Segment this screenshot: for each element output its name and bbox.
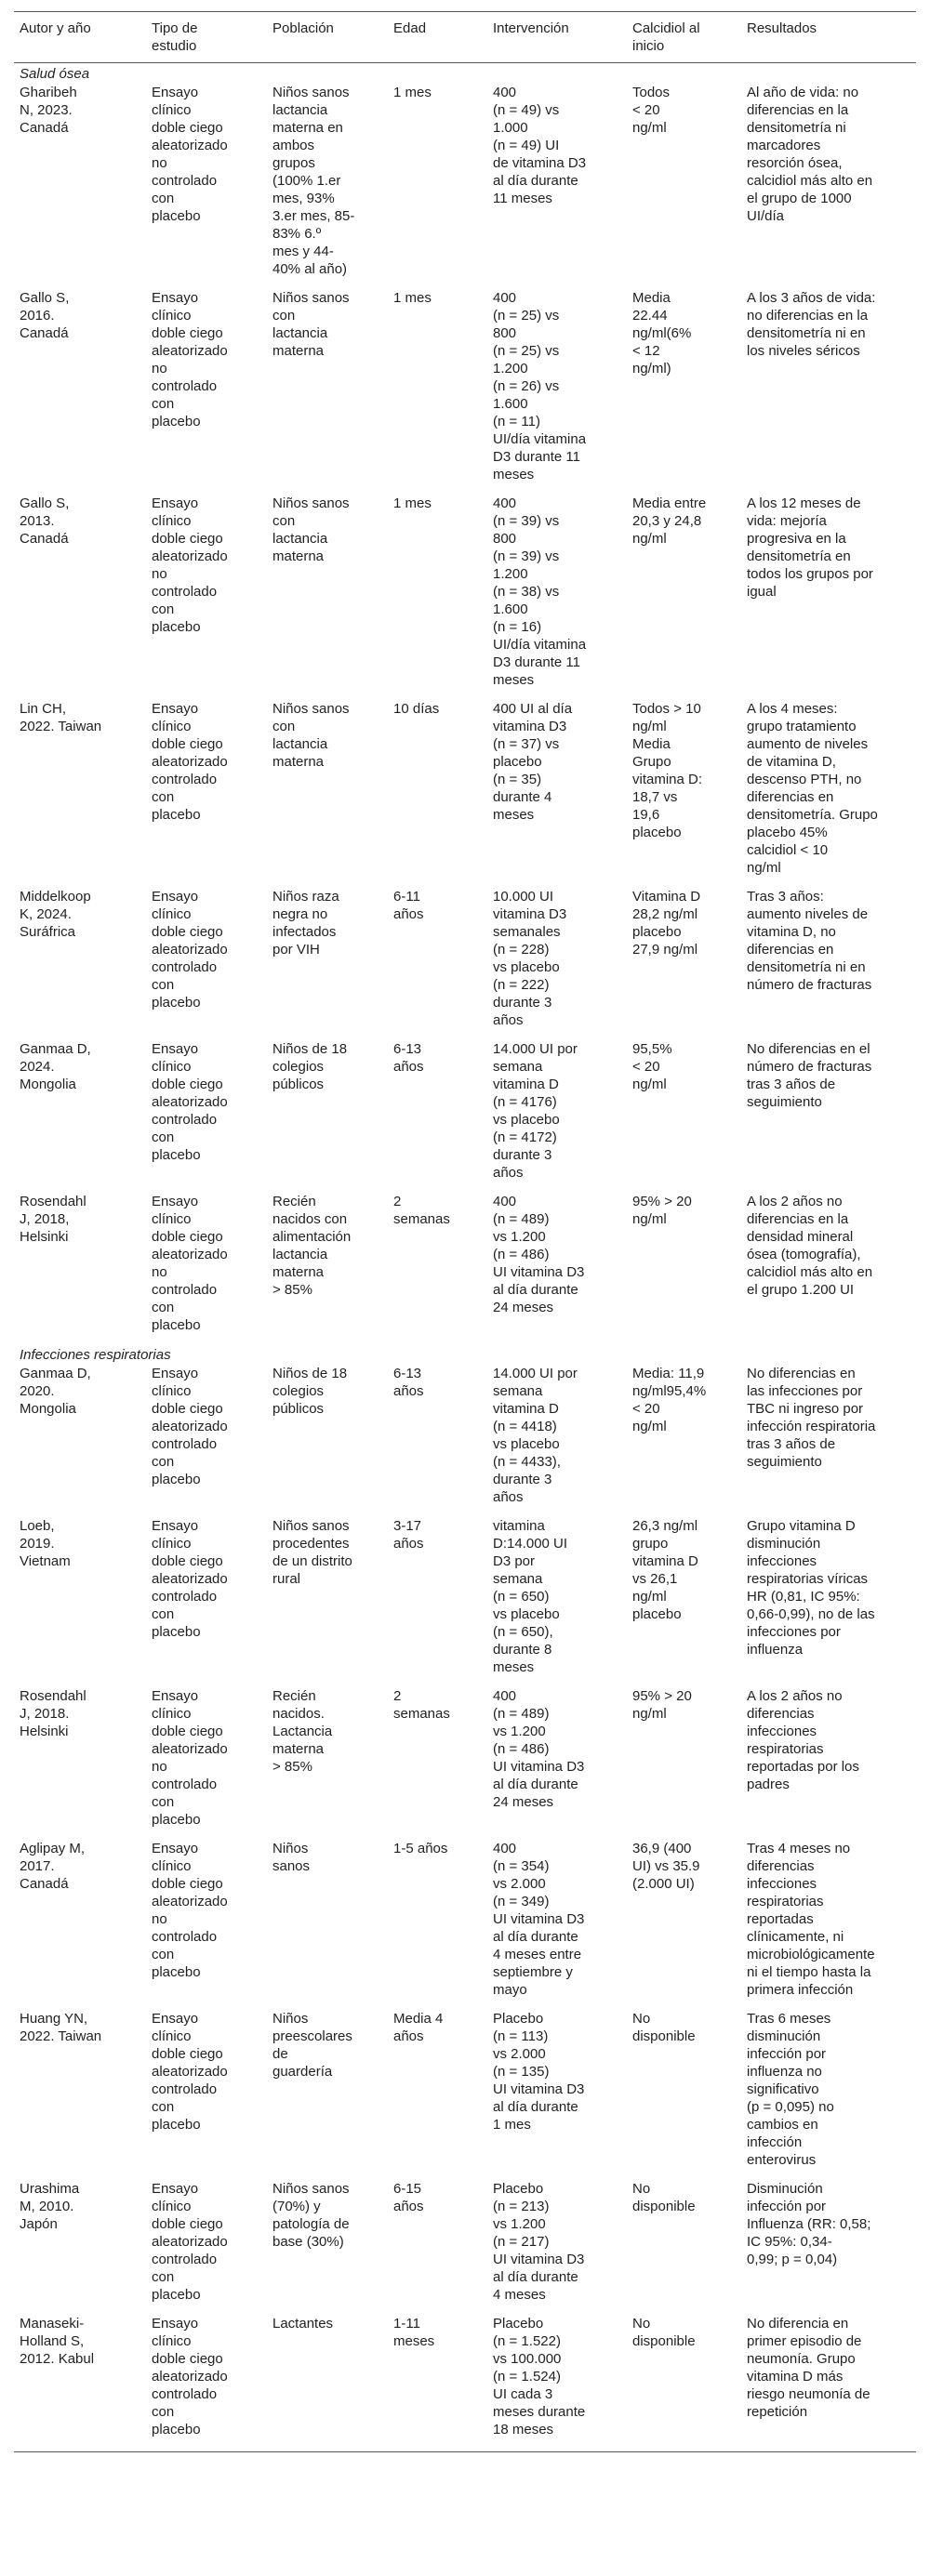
cell-results: Tras 4 meses no diferencias infecciones respiratorias reportadas clínicamente, ni microbiológicamente ni el tiempo hasta la primera infección [747, 1841, 875, 1998]
cell-study-type: Ensayo clínico doble ciego aleatorizado no controlado con placebo [152, 85, 228, 224]
cell-population: Niños raza negra no infectados por VIH [272, 889, 339, 958]
cell-population: Niños sanos con lactancia materna [272, 290, 350, 359]
cell-study-type: Ensayo clínico doble ciego aleatorizado controlado con placebo [152, 1518, 228, 1640]
cell-intervention: 14.000 UI por semana vitamina D (n = 4418) vs placebo (n = 4433), durante 3 años [493, 1366, 578, 1505]
cell-results: Tras 3 años: aumento niveles de vitamina D, no diferencias en densitometría ni en número de fracturas [747, 889, 872, 993]
cell-population: Recién nacidos con alimentación lactancia materna > 85% [272, 1194, 352, 1298]
cell-author-year: Gallo S, 2013. Canadá [20, 495, 70, 547]
cell-intervention: Placebo (n = 113) vs 2.000 (n = 135) UI vitamina D3 al día durante 1 mes [493, 2011, 585, 2133]
cell-author-year: Lin CH, 2022. Taiwan [20, 701, 102, 734]
table-row [14, 2179, 916, 2314]
cell-author-year: Gallo S, 2016. Canadá [20, 290, 70, 341]
cell-study-type: Ensayo clínico doble ciego aleatorizado controlado con placebo [152, 889, 228, 1011]
cell-intervention: Placebo (n = 1.522) vs 100.000 (n = 1.524) UI cada 3 meses durante 18 meses [487, 2314, 627, 2452]
header-baseline-calcidiol: Calcidiol al inicio [627, 12, 741, 63]
cell-intervention: 14.000 UI por semana vitamina D (n = 4176) vs placebo (n = 4172) durante 3 años [493, 1041, 578, 1181]
cell-age: Media 4 años [393, 2011, 444, 2044]
cell-study-type: Ensayo clínico doble ciego aleatorizado controlado con placebo [146, 2314, 267, 2452]
cell-age: 10 días [393, 701, 440, 717]
cell-study-type: Ensayo clínico doble ciego aleatorizado controlado con placebo [152, 1366, 228, 1487]
cell-population: Lactantes [267, 2314, 388, 2452]
cell-age: 2 semanas [393, 1688, 450, 1722]
section-title: Salud ósea [20, 66, 90, 82]
cell-intervention: Placebo (n = 213) vs 1.200 (n = 217) UI vitamina D3 al día durante 4 meses [493, 2181, 585, 2303]
cell-author-year: Urashima M, 2010. Japón [20, 2181, 80, 2232]
cell-baseline-calcidiol: 95,5% < 20 ng/ml [632, 1041, 672, 1092]
cell-population: Niños sanos procedentes de un distrito rural [272, 1518, 352, 1587]
cell-age: 6-11 años [393, 889, 424, 922]
header-row [14, 12, 916, 63]
header-study-type: Tipo de estudio [146, 12, 267, 63]
cell-intervention: 400 UI al día vitamina D3 (n = 37) vs placebo (n = 35) durante 4 meses [493, 701, 573, 823]
cell-results: A los 3 años de vida: no diferencias en la densitometría ni en los niveles séricos [747, 290, 876, 359]
table-row [14, 699, 916, 887]
cell-baseline-calcidiol: 26,3 ng/ml grupo vitamina D vs 26,1 ng/ml placebo [632, 1518, 698, 1622]
cell-results: Tras 6 meses disminución infección por influenza no significativo (p = 0,095) no cambios en infección enterovirus [747, 2011, 834, 2168]
header-population: Población [267, 12, 388, 63]
cell-intervention: vitamina D:14.000 UI D3 por semana (n = 650) vs placebo (n = 650), durante 8 meses [493, 1518, 568, 1675]
cell-author-year: Ganmaa D, 2020. Mongolia [20, 1366, 91, 1417]
table-row [14, 887, 916, 1039]
table-row [14, 494, 916, 699]
cell-baseline-calcidiol: 95% > 20 ng/ml [632, 1194, 692, 1227]
section-header-row [14, 63, 916, 84]
cell-results: A los 2 años no diferencias infecciones respiratorias reportadas por los padres [747, 1688, 859, 1792]
section-header-row [14, 1344, 916, 1364]
cell-study-type: Ensayo clínico doble ciego aleatorizado controlado con placebo [152, 2011, 228, 2133]
cell-age: 1 mes [393, 290, 432, 306]
cell-baseline-calcidiol: Todos > 10 ng/ml Media Grupo vitamina D: 18,7 vs 19,6 placebo [632, 701, 703, 840]
cell-results: Disminución infección por Influenza (RR: 0,58; IC 95%: 0,34- 0,99; p = 0,04) [747, 2181, 871, 2267]
cell-age: 1 mes [393, 495, 432, 511]
cell-age: 1 mes [393, 85, 432, 100]
cell-population: Niños sanos lactancia materna en ambos grupos (100% 1.er mes, 93% 3.er mes, 85- 83% 6.º mes y 44- 40% al año) [272, 85, 355, 277]
cell-results: Grupo vitamina D disminución infecciones respiratorias víricas HR (0,81, IC 95%: 0,66-0,99), no de las infecciones por influenza [747, 1518, 875, 1658]
header-age: Edad [388, 12, 487, 63]
cell-age: 1-11 meses [388, 2314, 487, 2452]
cell-population: Recién nacidos. Lactancia materna > 85% [272, 1688, 333, 1775]
cell-study-type: Ensayo clínico doble ciego aleatorizado no controlado con placebo [152, 1688, 228, 1828]
cell-population: Niños de 18 colegios públicos [272, 1366, 348, 1417]
table-row [14, 1839, 916, 2009]
cell-baseline-calcidiol: No disponible [627, 2314, 741, 2452]
table-row [14, 1039, 916, 1192]
cell-results: Al año de vida: no diferencias en la densitometría ni marcadores resorción ósea, calcidiol más alto en el grupo de 1000 UI/día [747, 85, 873, 224]
cell-intervention: 400 (n = 49) vs 1.000 (n = 49) UI de vitamina D3 al día durante 11 meses [493, 85, 587, 206]
cell-study-type: Ensayo clínico doble ciego aleatorizado no controlado con placebo [152, 1194, 228, 1333]
cell-population: Niños de 18 colegios públicos [272, 1041, 348, 1092]
table-body [14, 63, 916, 2452]
cell-baseline-calcidiol: 95% > 20 ng/ml [632, 1688, 692, 1722]
section-title: Infecciones respiratorias [20, 1347, 171, 1363]
cell-results: A los 4 meses: grupo tratamiento aumento de niveles de vitamina D, descenso PTH, no diferencias en densitometría. Grupo placebo 45% calcidiol < 10 ng/ml [747, 701, 878, 876]
cell-study-type: Ensayo clínico doble ciego aleatorizado no controlado con placebo [152, 290, 228, 429]
cell-author-year: Rosendahl J, 2018. Helsinki [20, 1688, 86, 1739]
header-results: Resultados [741, 12, 916, 63]
cell-author-year: Huang YN, 2022. Taiwan [20, 2011, 102, 2044]
cell-intervention: 400 (n = 39) vs 800 (n = 39) vs 1.200 (n = 38) vs 1.600 (n = 16) UI/día vitamina D3 durante 11 meses [493, 495, 587, 688]
cell-baseline-calcidiol: Media entre 20,3 y 24,8 ng/ml [632, 495, 707, 547]
cell-results: No diferencias en el número de fracturas tras 3 años de seguimiento [747, 1041, 872, 1110]
cell-age: 6-13 años [393, 1366, 424, 1399]
cell-population: Niños sanos con lactancia materna [272, 701, 350, 770]
cell-intervention: 400 (n = 354) vs 2.000 (n = 349) UI vitamina D3 al día durante 4 meses entre septiembre y mayo [493, 1841, 585, 1998]
cell-author-year: Gharibeh N, 2023. Canadá [20, 85, 77, 136]
cell-population: Niños preescolares de guardería [272, 2011, 352, 2080]
header-intervention: Intervención [487, 12, 627, 63]
cell-baseline-calcidiol: No disponible [632, 2181, 696, 2214]
table-row [14, 288, 916, 494]
table-row [14, 1364, 916, 1516]
cell-author-year: Manaseki- Holland S, 2012. Kabul [14, 2314, 146, 2452]
cell-author-year: Ganmaa D, 2024. Mongolia [20, 1041, 91, 1092]
studies-table [14, 11, 916, 2452]
cell-results: A los 2 años no diferencias en la densidad mineral ósea (tomografía), calcidiol más alto en el grupo 1.200 UI [747, 1194, 873, 1298]
table-row [14, 1516, 916, 1686]
cell-study-type: Ensayo clínico doble ciego aleatorizado controlado con placebo [152, 1041, 228, 1163]
cell-intervention: 400 (n = 25) vs 800 (n = 25) vs 1.200 (n = 26) vs 1.600 (n = 11) UI/día vitamina D3 durante 11 meses [493, 290, 587, 482]
cell-age: 6-13 años [393, 1041, 424, 1075]
cell-age: 1-5 años [393, 1841, 448, 1856]
cell-intervention: 10.000 UI vitamina D3 semanales (n = 228) vs placebo (n = 222) durante 3 años [493, 889, 567, 1028]
cell-author-year: Rosendahl J, 2018, Helsinki [20, 1194, 86, 1245]
cell-population: Niños sanos [272, 1841, 311, 1874]
cell-author-year: Aglipay M, 2017. Canadá [20, 1841, 86, 1892]
cell-population: Niños sanos (70%) y patología de base (30%) [272, 2181, 350, 2250]
table-row [14, 2314, 916, 2452]
cell-results: No diferencias en las infecciones por TBC ni ingreso por infección respiratoria tras 3 años de seguimiento [747, 1366, 876, 1470]
table-row [14, 2009, 916, 2179]
cell-baseline-calcidiol: 36,9 (400 UI) vs 35.9 (2.000 UI) [632, 1841, 700, 1892]
cell-intervention: 400 (n = 489) vs 1.200 (n = 486) UI vitamina D3 al día durante 24 meses [493, 1688, 585, 1810]
table-row [14, 1192, 916, 1344]
cell-study-type: Ensayo clínico doble ciego aleatorizado no controlado con placebo [152, 495, 228, 635]
cell-baseline-calcidiol: Media 22.44 ng/ml(6% < 12 ng/ml) [632, 290, 692, 376]
cell-author-year: Loeb, 2019. Vietnam [20, 1518, 71, 1569]
cell-study-type: Ensayo clínico doble ciego aleatorizado no controlado con placebo [152, 1841, 228, 1980]
header-author-year: Autor y año [14, 12, 146, 63]
table-row [14, 83, 916, 288]
cell-baseline-calcidiol: Media: 11,9 ng/ml95,4% < 20 ng/ml [632, 1366, 707, 1434]
cell-population: Niños sanos con lactancia materna [272, 495, 350, 564]
cell-age: 3-17 años [393, 1518, 424, 1552]
cell-results: A los 12 meses de vida: mejoría progresiva en la densitometría en todos los grupos por igual [747, 495, 873, 600]
table-row [14, 1686, 916, 1839]
cell-baseline-calcidiol: No disponible [632, 2011, 696, 2044]
cell-author-year: Middelkoop K, 2024. Suráfrica [20, 889, 91, 940]
cell-age: 2 semanas [393, 1194, 450, 1227]
cell-baseline-calcidiol: Todos < 20 ng/ml [632, 85, 671, 136]
cell-baseline-calcidiol: Vitamina D 28,2 ng/ml placebo 27,9 ng/ml [632, 889, 701, 958]
cell-intervention: 400 (n = 489) vs 1.200 (n = 486) UI vitamina D3 al día durante 24 meses [493, 1194, 585, 1315]
cell-age: 6-15 años [393, 2181, 424, 2214]
cell-results: No diferencia en primer episodio de neumonía. Grupo vitamina D más riesgo neumonía de repetición [741, 2314, 916, 2452]
cell-study-type: Ensayo clínico doble ciego aleatorizado controlado con placebo [152, 701, 228, 823]
cell-study-type: Ensayo clínico doble ciego aleatorizado controlado con placebo [152, 2181, 228, 2303]
